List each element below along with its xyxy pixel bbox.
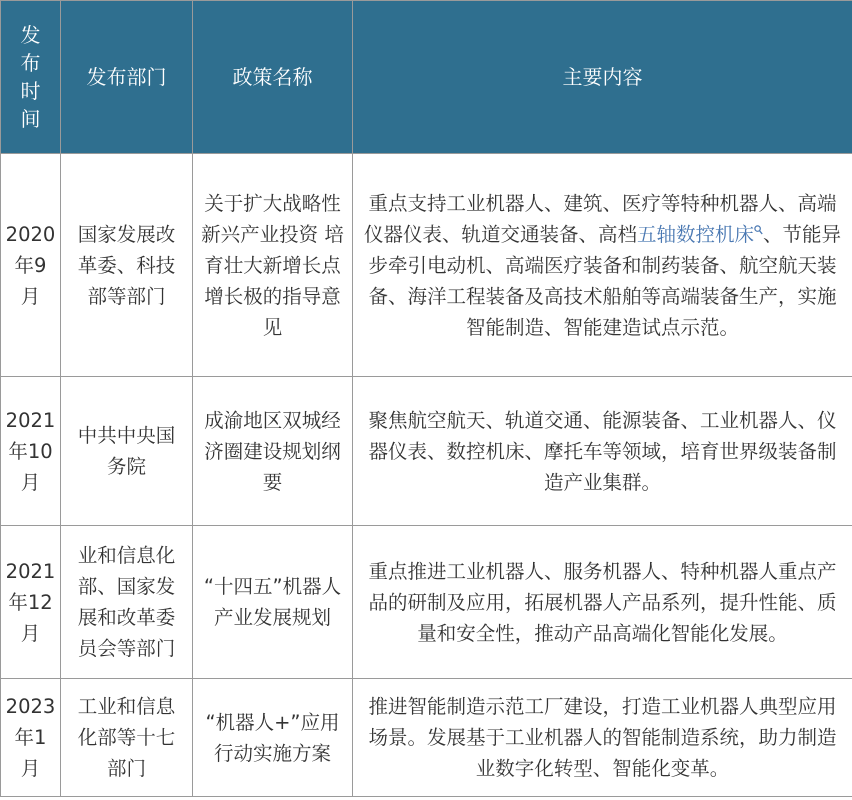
table-row xyxy=(1,679,852,797)
cell-policy: 成渝地区双城经济圈建设规划纲要 xyxy=(193,377,353,526)
header-row xyxy=(1,1,852,154)
cell-content: 推进智能制造示范工厂建设，打造工业机器人典型应用场景。发展基于工业机器人的智能制造系统，助力制造业数字化转型、智能化变革。 xyxy=(353,679,852,797)
table-row xyxy=(1,377,852,526)
table-row xyxy=(1,526,852,679)
cell-department: 国家发展改革委、科技部等部门 xyxy=(61,154,193,377)
cell-policy: 关于扩大战略性新兴产业投资 培育壮大新增长点增长极的指导意见 xyxy=(193,154,353,377)
header-department: 发布部门 xyxy=(61,1,193,154)
header-policy: 政策名称 xyxy=(193,1,353,154)
cell-time: 2021年10月 xyxy=(1,377,61,526)
content-text: 、节能异步牵引电动机、高端医疗装备和制药装备、航空航天装备、海洋工程装备及高技术船舶等高端装备生产，实施智能制造、智能建造试点示范。 xyxy=(368,222,842,339)
cell-department: 业和信息化部、国家发展和改革委员会等部门 xyxy=(61,526,193,679)
cell-department: 中共中央国务院 xyxy=(61,377,193,526)
header-time: 发布时间 xyxy=(1,1,61,154)
table-row xyxy=(1,154,852,377)
cell-time: 2021年12月 xyxy=(1,526,61,679)
content-text: 重点支持工业机器人、建筑、医疗等特种机器人、高端仪器仪表、轨道交通装备、高档 xyxy=(363,191,837,246)
cell-policy: “机器人+”应用行动实施方案 xyxy=(193,679,353,797)
cell-content: 重点推进工业机器人、服务机器人、特种机器人重点产品的研制及应用，拓展机器人产品系列，提升性能、质量和安全性，推动产品高端化智能化发展。 xyxy=(353,526,852,679)
cell-department: 工业和信息化部等十七部门 xyxy=(61,679,193,797)
link-text[interactable]: 五轴数控机床 xyxy=(636,222,754,246)
cell-time: 2020年9月 xyxy=(1,154,61,377)
search-icon[interactable] xyxy=(754,225,763,238)
header-content: 主要内容 xyxy=(353,1,852,154)
cell-time: 2023年1月 xyxy=(1,679,61,797)
machine-tool-link[interactable] xyxy=(637,223,763,246)
cell-policy: “十四五”机器人产业发展规划 xyxy=(193,526,353,679)
cell-content: 聚焦航空航天、轨道交通、能源装备、工业机器人、仪器仪表、数控机床、摩托车等领域，培育世界级装备制造产业集群。 xyxy=(353,377,852,526)
cell-content xyxy=(353,154,852,377)
